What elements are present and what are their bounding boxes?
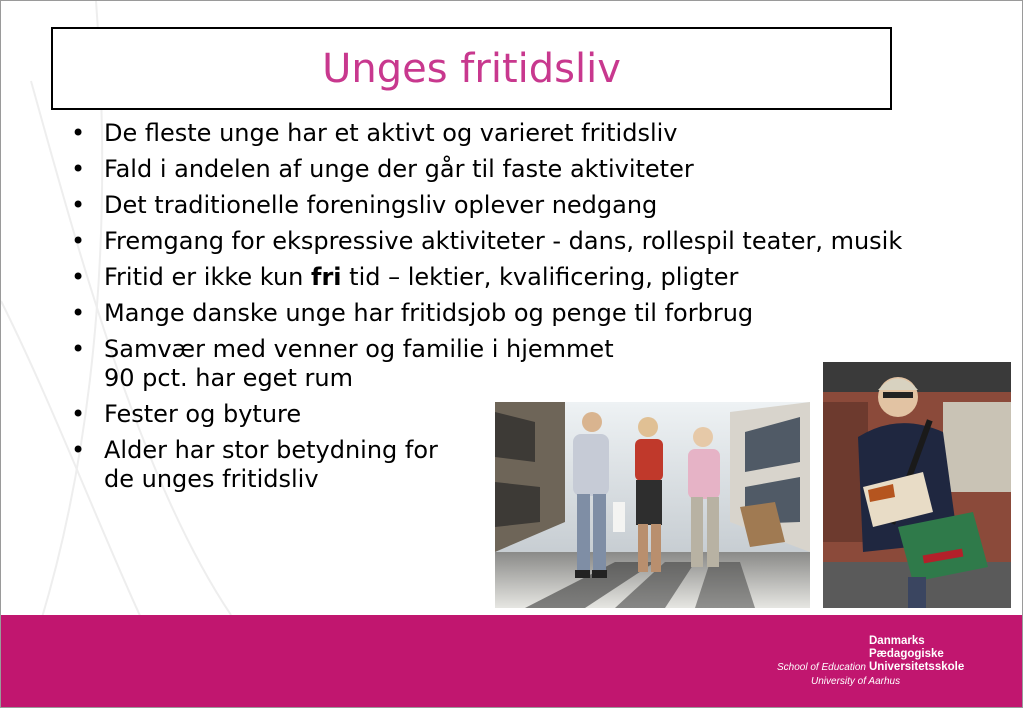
bullet-marker: • [71,400,86,428]
bullet-text: Fester og byture [104,400,302,428]
bullet-marker: • [71,155,86,183]
bullet-text: Fremgang for ekspressive aktiviteter - dans, rollespil teater, musik [104,227,903,255]
bullet-text-pre: Fritid er ikke kun [104,263,312,291]
bullet-text: Samvær med venner og familie i hjemmet [104,335,614,363]
bullet-text: De fleste unge har et aktivt og varieret fritidsliv [104,119,678,147]
bullet-marker: • [71,227,86,255]
title-box [51,27,892,110]
bullet-item [71,119,1001,148]
logo-name-line: Universitetsskole [869,661,965,673]
bullet-marker: • [71,335,86,363]
university-logo [761,635,1001,695]
logo-name-line: Pædagogiske [869,648,944,660]
bullet-item [71,263,1001,292]
logo-name [869,635,964,674]
bullet-text: Det traditionelle foreningsliv oplever nedgang [104,191,658,219]
bullet-text-post: tid – lektier, kvalificering, pligter [341,263,739,291]
bullet-marker: • [71,119,86,147]
bullet-item [71,299,1001,328]
newspaper-man-photo [823,362,1011,608]
logo-university-text: University of Aarhus [811,676,901,687]
bullet-text: Alder har stor betydning for [104,436,438,464]
logo-name-line: Danmarks [869,635,925,647]
bullet-text [104,263,1001,292]
slide-title: Unges fritidsliv [322,45,621,92]
bullet-marker: • [71,299,86,327]
bullet-text: Fald i andelen af unge der går til faste aktiviteter [104,155,694,183]
bullet-text-continued: 90 pct. har eget rum [104,364,353,392]
bullet-item [71,227,1001,256]
bullet-marker: • [71,191,86,219]
bullet-text: Mange danske unge har fritidsjob og penge til forbrug [104,299,754,327]
street-photo [495,402,810,608]
bullet-text-continued: de unges fritidsliv [104,465,319,493]
logo-school-text: School of Education [777,662,866,673]
bullet-text-bold: fri [311,263,342,291]
bullet-item [71,155,1001,184]
bullet-item [71,191,1001,220]
bullet-marker: • [71,263,86,291]
bullet-marker: • [71,436,86,464]
